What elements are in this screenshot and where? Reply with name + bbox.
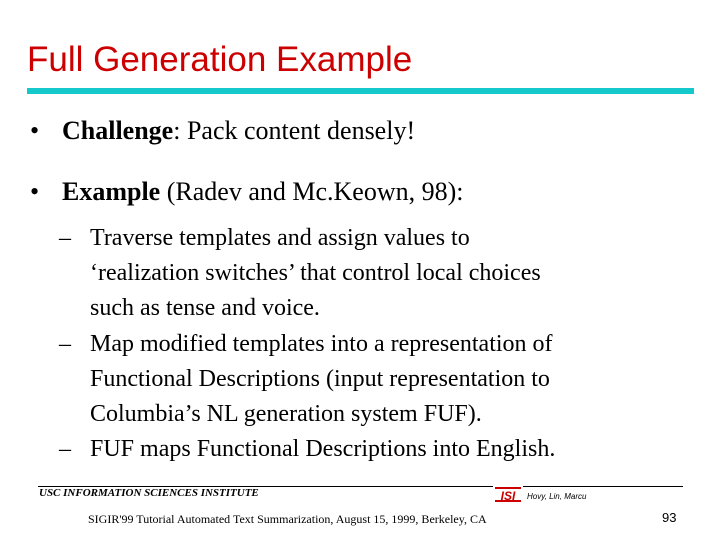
bullet-text — [62, 179, 464, 205]
subbullet-line: Columbia’s NL generation system FUF). — [90, 401, 482, 427]
footer-divider-right — [523, 486, 683, 487]
footer-conference: SIGIR'99 Tutorial Automated Text Summarization, August 15, 1999, Berkeley, CA — [88, 512, 487, 526]
page-number: 93 — [662, 510, 677, 525]
subbullet-marker: – — [59, 225, 71, 251]
subbullet-line: ‘realization switches’ that control local choices — [90, 260, 541, 286]
subbullet-marker: – — [59, 436, 71, 462]
isi-logo-icon: ISI — [495, 487, 521, 502]
title-underline — [27, 88, 694, 94]
subbullet-line: Functional Descriptions (input representation to — [90, 366, 550, 392]
subbullet-marker: – — [59, 331, 71, 357]
bullet-marker: • — [30, 177, 40, 206]
bullet-text — [62, 118, 415, 144]
footer-authors: Hovy, Lin, Marcu — [527, 492, 587, 501]
bullet-keyword: Challenge — [62, 116, 174, 145]
footer-organization: USC INFORMATION SCIENCES INSTITUTE — [39, 487, 259, 499]
slide-title: Full Generation Example — [27, 40, 413, 79]
subbullet-line: FUF maps Functional Descriptions into English. — [90, 436, 556, 462]
bullet-rest: : Pack content densely! — [173, 116, 416, 145]
subbullet-line: Map modified templates into a representation of — [90, 331, 553, 357]
bullet-rest: (Radev and Mc.Keown, 98): — [160, 177, 464, 206]
bullet-keyword: Example — [62, 177, 161, 206]
subbullet-line: Traverse templates and assign values to — [90, 225, 470, 251]
bullet-marker: • — [30, 116, 40, 145]
subbullet-line: such as tense and voice. — [90, 295, 320, 321]
